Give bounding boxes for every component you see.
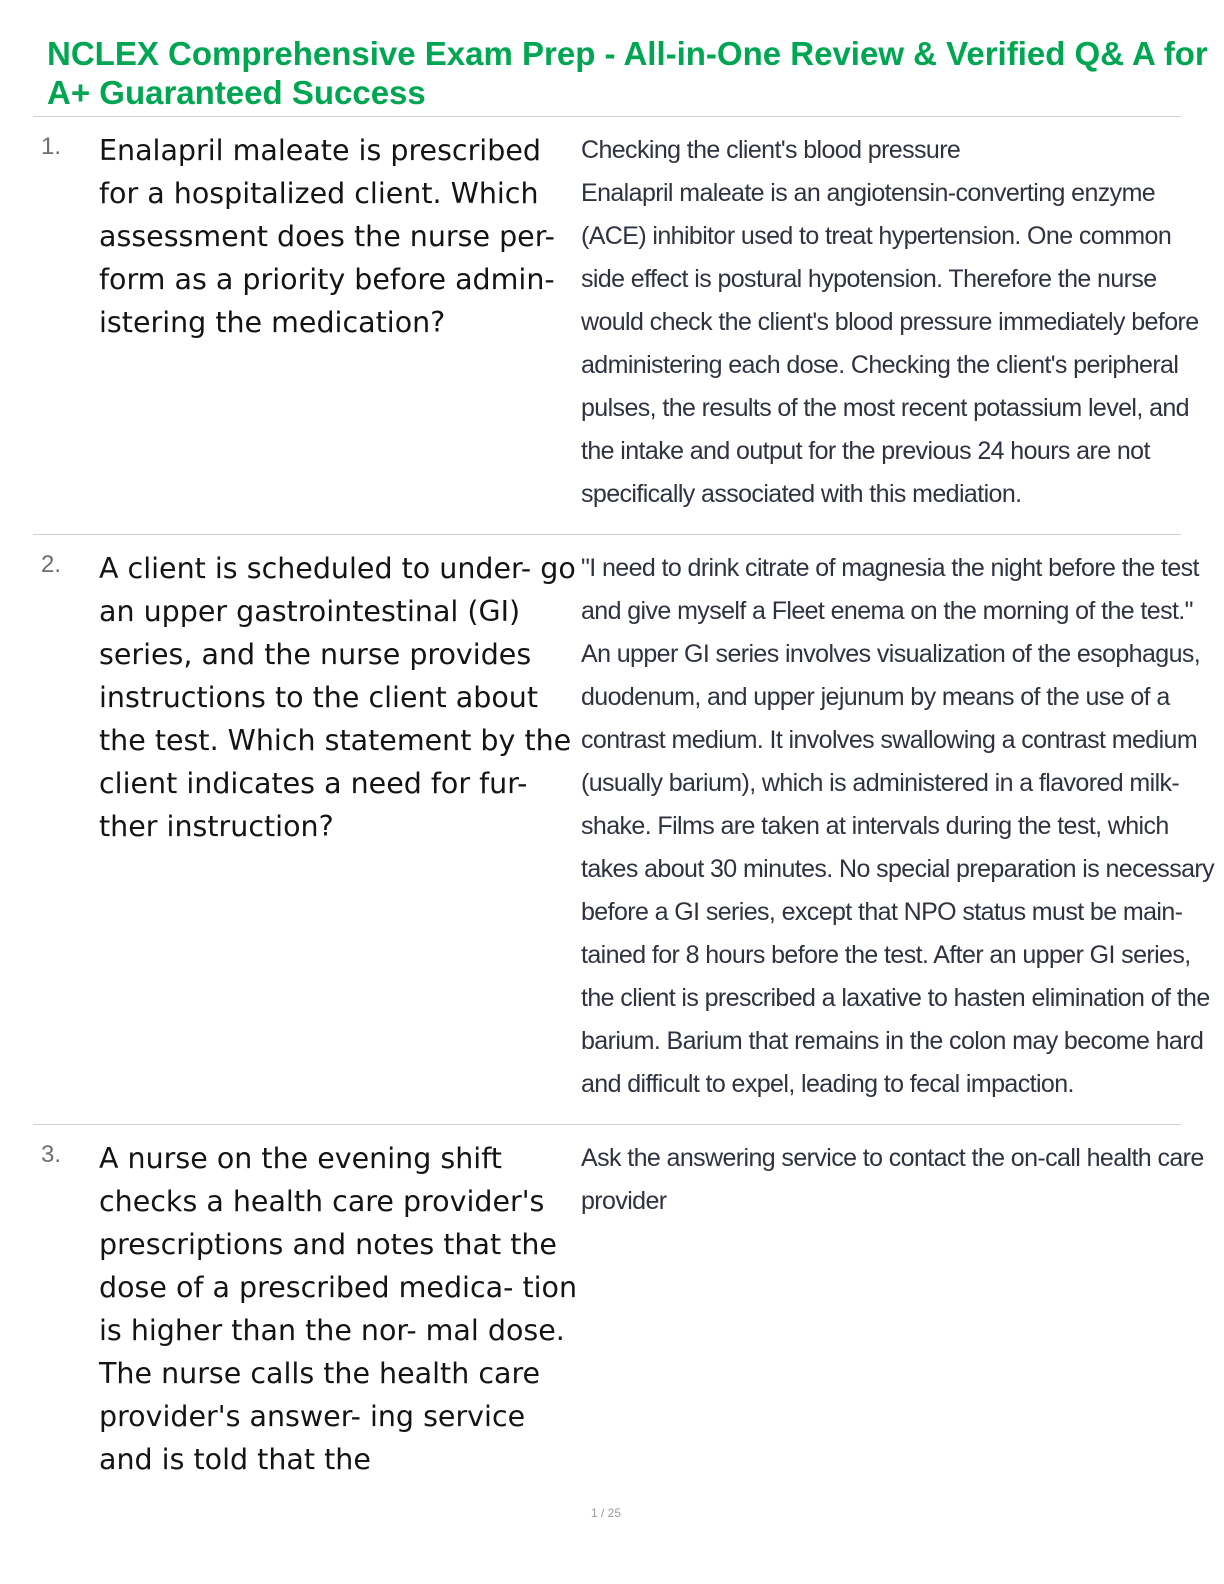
answer-line: pulses, the results of the most recent potassium level, and: [581, 394, 1189, 422]
answer-line: Checking the client's blood pressure: [581, 136, 961, 164]
page-title: NCLEX Comprehensive Exam Prep - All-in-One Review & Verified Q& A for A+ Guaranteed Success: [47, 35, 1208, 111]
answer-line: the client is prescribed a laxative to hasten elimination of the: [581, 984, 1210, 1012]
question-text: A client is scheduled to under- go an upper gastrointestinal (GI) series, and the nurse provides instructions to the client about the test. Which statement by the client indicates a need for fur- ther instruction?: [99, 552, 576, 843]
answer-line: before a GI series, except that NPO status must be main-: [581, 898, 1183, 926]
answer-text: [581, 547, 1215, 1106]
question-number: 3.: [41, 1141, 62, 1168]
divider: [33, 534, 1181, 535]
answer-line: the intake and output for the previous 24 hours are not: [581, 437, 1150, 465]
answer-line: "I need to drink citrate of magnesia the night before the test: [581, 554, 1199, 582]
answer-line: and give myself a Fleet enema on the morning of the test.": [581, 597, 1193, 625]
answer-line: Enalapril maleate is an angiotensin-converting enzyme: [581, 179, 1156, 207]
question-number: 1.: [41, 133, 62, 160]
answer-line: side effect is postural hypotension. Therefore the nurse: [581, 265, 1157, 293]
answer-text: [581, 129, 1199, 516]
page-number: 1 / 25: [590, 1506, 622, 1520]
answer-line: tained for 8 hours before the test. After an upper GI series,: [581, 941, 1191, 969]
answer-line: would check the client's blood pressure immediately before: [581, 308, 1199, 336]
answer-line: provider: [581, 1187, 667, 1215]
answer-line: shake. Films are taken at intervals during the test, which: [581, 812, 1169, 840]
divider: [33, 116, 1181, 117]
divider: [33, 1124, 1181, 1125]
answer-line: contrast medium. It involves swallowing a contrast medium: [581, 726, 1198, 754]
answer-line: (usually barium), which is administered in a flavored milk-: [581, 769, 1180, 797]
answer-text: [581, 1137, 1204, 1223]
answer-line: and difficult to expel, leading to fecal impaction.: [581, 1070, 1074, 1098]
answer-line: takes about 30 minutes. No special preparation is necessary: [581, 855, 1215, 883]
answer-line: duodenum, and upper jejunum by means of the use of a: [581, 683, 1170, 711]
answer-line: (ACE) inhibitor used to treat hypertension. One common: [581, 222, 1172, 250]
question-text: A nurse on the evening shift checks a health care provider's prescriptions and notes that the dose of a prescribed medica- tion is higher than the nor- mal dose. The nurse calls the health care provider's answer- ing service and is told that the: [99, 1142, 578, 1476]
answer-line: An upper GI series involves visualization of the esophagus,: [581, 640, 1201, 668]
answer-line: Ask the answering service to contact the on-call health care: [581, 1144, 1204, 1172]
answer-line: specifically associated with this mediation.: [581, 480, 1022, 508]
answer-line: barium. Barium that remains in the colon may become hard: [581, 1027, 1204, 1055]
question-text: Enalapril maleate is prescribed for a hospitalized client. Which assessment does the nurse per- form as a priority before admin- istering the medication?: [99, 134, 555, 339]
question-number: 2.: [41, 551, 62, 578]
answer-line: administering each dose. Checking the client's peripheral: [581, 351, 1179, 379]
